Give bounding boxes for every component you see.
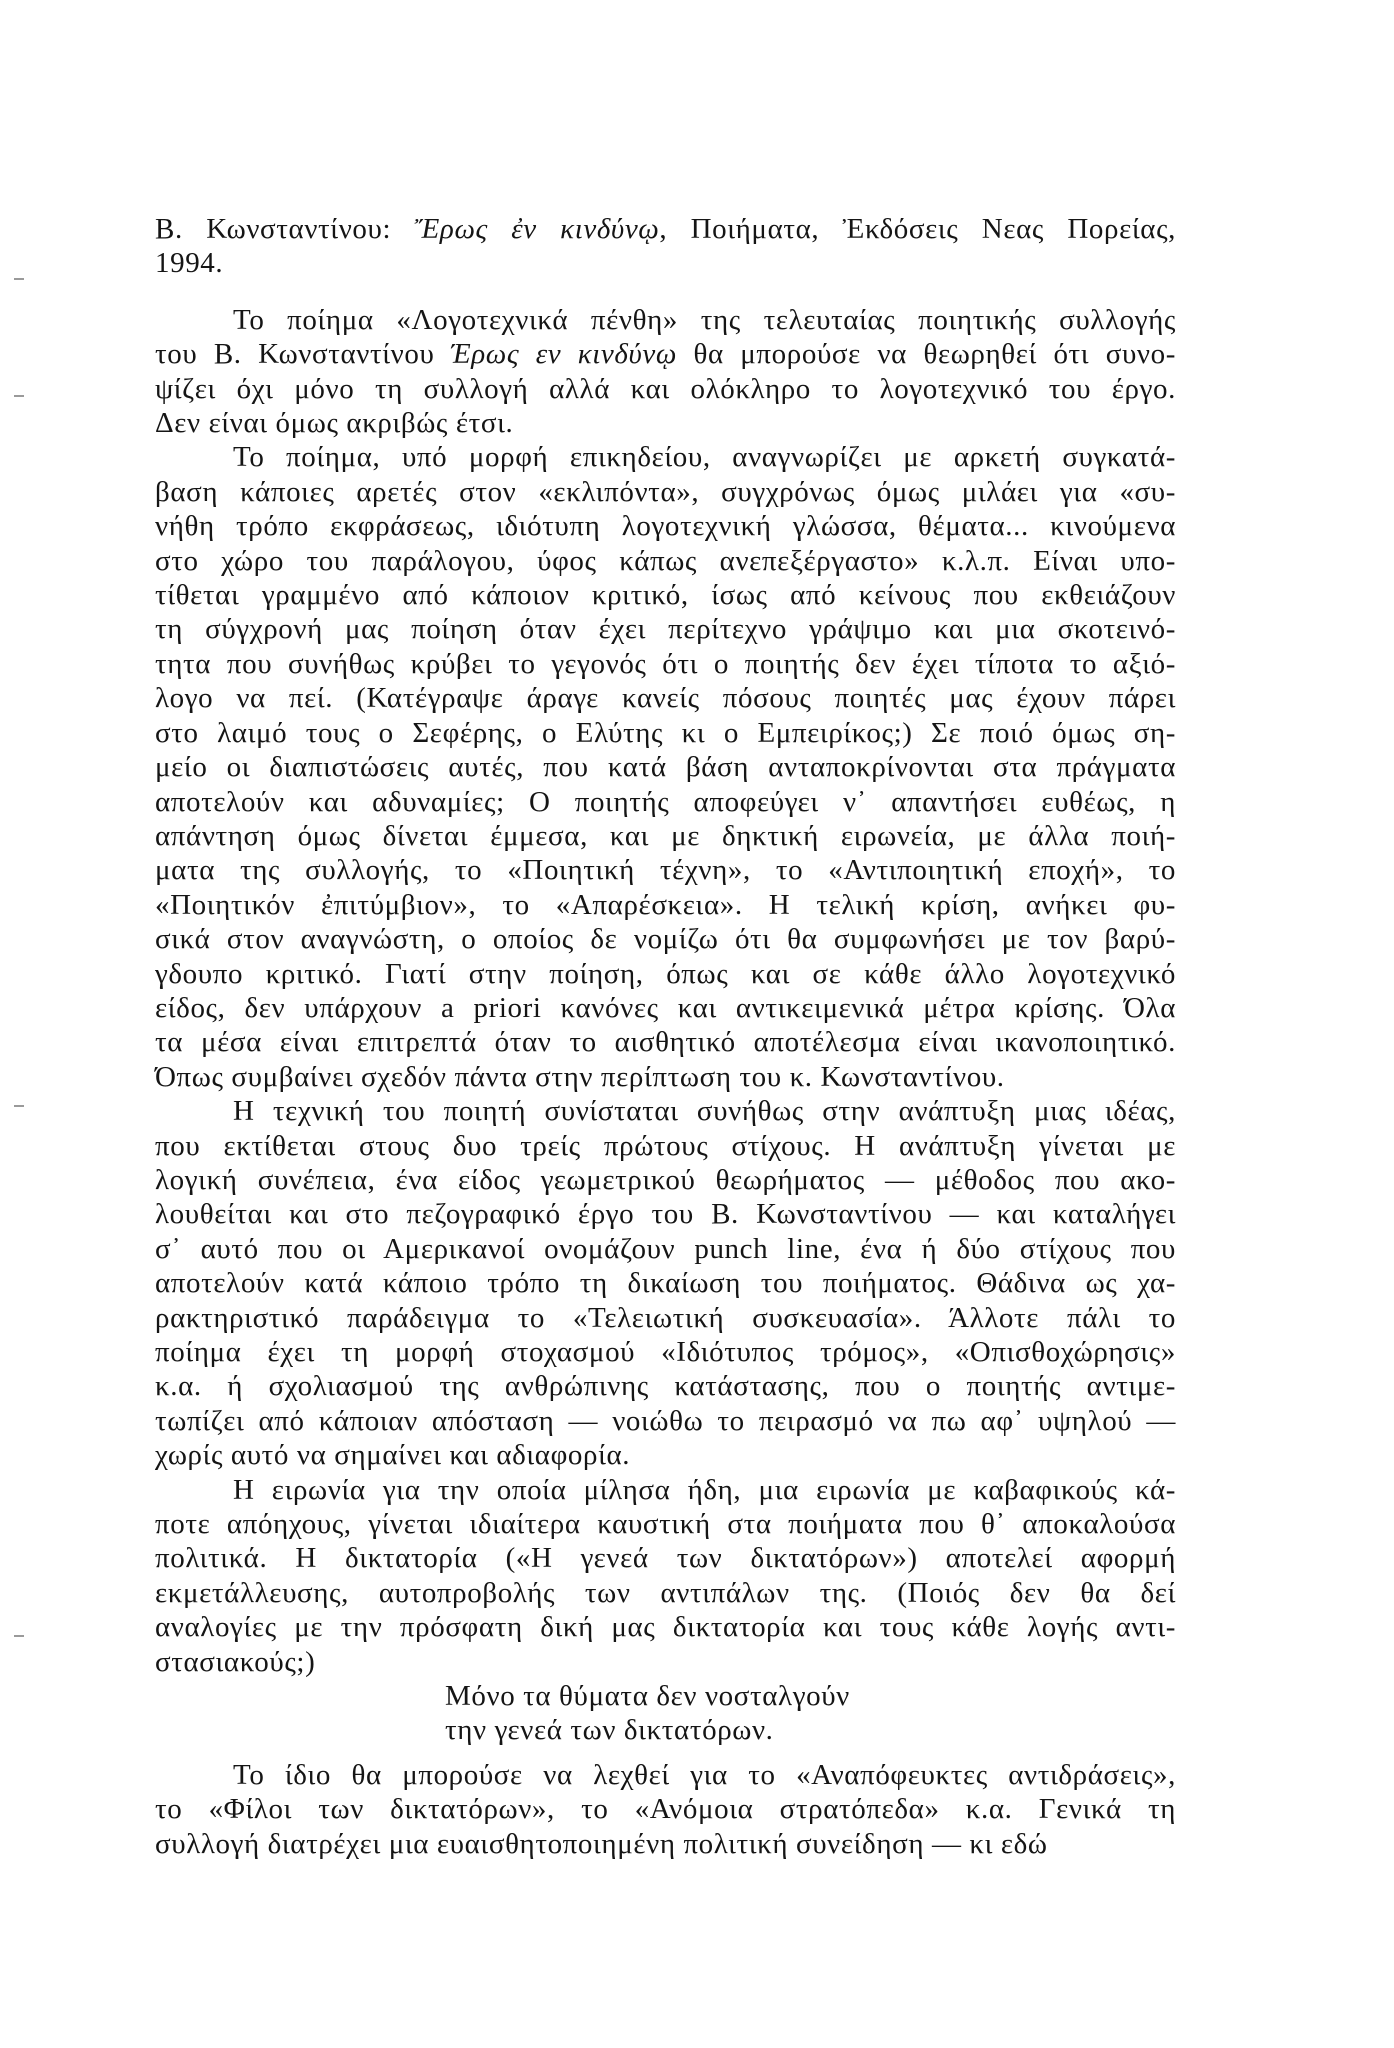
- text-line: λουθείται και στο πεζογραφικό έργο του Β. Κωνσταντίνου — και καταλήγει: [155, 1198, 1176, 1231]
- text-line: γδουπο κριτικό. Γιατί στην ποίηση, όπως και σε κάθε άλλο λογοτεχνικό: [155, 957, 1176, 990]
- text-line: αποτελούν κατά κάποιο τρόπο τη δικαίωση του ποιήματος. Θάδινα ως χα-: [155, 1267, 1176, 1300]
- text-line: τωπίζει από κάποιαν απόσταση — νοιώθω το πειρασμό να πω αφ᾽ υψηλού —: [155, 1404, 1176, 1437]
- paragraph: [155, 1094, 1176, 1472]
- text-line: ματα της συλλογής, το «Ποιητική τέχνη», το «Αντιποιητική εποχή», το: [155, 854, 1176, 887]
- text-line: στασιακούς;): [155, 1645, 316, 1678]
- text-line: [155, 337, 1176, 371]
- text-line: Η ειρωνία για την οποία μίλησα ήδη, μια ειρωνία με καβαφικούς κά-: [233, 1473, 1176, 1506]
- text-line: τα μέσα είναι επιτρεπτά όταν το αισθητικό αποτέλεσμα είναι ικανοποιητικό.: [155, 1026, 1176, 1059]
- scan-artifact: [14, 395, 24, 397]
- text-line: σικά στον αναγνώστη, ο οποίος δε νομίζω ότι θα συμφωνήσει με τον βαρύ-: [155, 923, 1176, 956]
- verse-quote: [155, 1679, 1176, 1748]
- text-line: τη σύγχρονή μας ποίηση όταν έχει περίτεχνο γράψιμο και μια σκοτεινό-: [155, 613, 1176, 646]
- text-line: Μόνο τα θύματα δεν νοσταλγούν: [445, 1680, 850, 1713]
- text-segment: Β. Κωνσταντίνου:: [155, 213, 415, 245]
- text-line: τητα που συνήθως κρύβει το γεγονός ότι ο ποιητής δεν έχει τίποτα το αξιό-: [155, 647, 1176, 680]
- scan-artifact: [14, 1635, 24, 1637]
- book-reference: [155, 212, 1176, 281]
- text-line: ρακτηριστικό παράδειγμα το «Τελειωτική συσκευασία». Άλλοτε πάλι το: [155, 1301, 1176, 1334]
- text-line: Όπως συμβαίνει σχεδόν πάντα στην περίπτωση του κ. Κωνσταντίνου.: [155, 1060, 1005, 1093]
- text-line: ποτε απόηχους, γίνεται ιδιαίτερα καυστική στα ποιήματα που θ᾽ αποκαλούσα: [155, 1508, 1176, 1541]
- text-line: αποτελούν και αδυναμίες; Ο ποιητής αποφεύγει ν᾽ απαντήσει ευθέως, η: [155, 785, 1176, 818]
- text-line: στο χώρο του παράλογου, ύφος κάπως ανεπεξέργαστο» κ.λ.π. Είναι υπο-: [155, 544, 1176, 577]
- text-segment: θα μπορούσε να θεωρηθεί ότι συνο-: [676, 338, 1176, 371]
- text-line: Το ποίημα, υπό μορφή επικηδείου, αναγνωρίζει με αρκετή συγκατά-: [233, 441, 1176, 474]
- text-line: σ᾽ αυτό που οι Αμερικανοί ονομάζουν punch line, ένα ή δύο στίχους που: [155, 1232, 1176, 1265]
- text-line: μείο οι διαπιστώσεις αυτές, που κατά βάση ανταποκρίνονται στα πράγματα: [155, 751, 1176, 784]
- paragraph: [155, 303, 1176, 441]
- text-line: την γενεά των δικτατόρων.: [445, 1714, 774, 1747]
- text-line: τίθεται γραμμένο από κάποιον κριτικό, ίσως από κείνους που εκθειάζουν: [155, 579, 1176, 612]
- text-line: νήθη τρόπο εκφράσεως, ιδιότυπη λογοτεχνική γλώσσα, θέματα... κινούμενα: [155, 510, 1176, 543]
- text-line: ψίζει όχι μόνο τη συλλογή αλλά και ολόκληρο το λογοτεχνικό του έργο.: [155, 372, 1176, 405]
- text-line: που εκτίθεται στους δυο τρείς πρώτους στίχους. Η ανάπτυξη γίνεται με: [155, 1129, 1176, 1162]
- text-line: στο λαιμό τους ο Σεφέρης, ο Ελύτης κι ο Εμπειρίκος;) Σε ποιό όμως ση-: [155, 716, 1176, 749]
- book-title: Ἔρως ἐν κινδύνῳ: [414, 213, 660, 245]
- text-line: πολιτικά. Η δικτατορία («Η γενεά των δικτατόρων») αποτελεί αφορμή: [155, 1542, 1176, 1575]
- scan-artifact: [14, 1105, 24, 1107]
- text-line: συλλογή διατρέχει μια ευαισθητοποιημένη πολιτική συνείδηση — κι εδώ: [155, 1827, 1048, 1860]
- text-segment: , Ποιήματα, Ἐκδόσεις Νεας Πορείας,: [659, 213, 1177, 245]
- document-page: [155, 212, 1176, 1861]
- text-segment: του Β. Κωνσταντίνου: [155, 338, 451, 371]
- text-line: Το ποίημα «Λογοτεχνικά πένθη» της τελευταίας ποιητικής συλλογής: [233, 303, 1176, 336]
- text-line: αναλογίες με την πρόσφατη δική μας δικτατορία και τους κάθε λογής αντι-: [155, 1611, 1176, 1644]
- text-line: Η τεχνική του ποιητή συνίσταται συνήθως στην ανάπτυξη μιας ιδέας,: [233, 1095, 1176, 1128]
- scan-artifact: [14, 278, 24, 280]
- text-line: «Ποιητικόν ἐπιτύμβιον», το «Απαρέσκεια». Η τελική κρίση, ανήκει φυ-: [155, 888, 1176, 921]
- book-title: Έρως εν κινδύνῳ: [450, 338, 677, 371]
- text-line: είδος, δεν υπάρχουν a priori κανόνες και αντικειμενικά μέτρα κρίσης. Όλα: [155, 991, 1176, 1024]
- text-line: Το ίδιο θα μπορούσε να λεχθεί για το «Αναπόφευκτες αντιδράσεις»,: [233, 1758, 1176, 1791]
- text-line: ποίημα έχει τη μορφή στοχασμού «Ιδιότυπος τρόμος», «Οπισθοχώρησις»: [155, 1336, 1176, 1368]
- text-line: Δεν είναι όμως ακριβώς έτσι.: [155, 407, 514, 440]
- text-line: εκμετάλλευσης, αυτοπροβολής των αντιπάλων της. (Ποιός δεν θα δεί: [155, 1576, 1176, 1609]
- text-line: λογο να πεί. (Κατέγραψε άραγε κανείς πόσους ποιητές μας έχουν πάρει: [155, 682, 1176, 715]
- text-line: απάντηση όμως δίνεται έμμεσα, και με δηκτική ειρωνεία, με άλλα ποιή-: [155, 819, 1176, 852]
- paragraph: [155, 440, 1176, 1094]
- text-line: βαση κάποιες αρετές στον «εκλιπόντα», συγχρόνως όμως μιλάει για «συ-: [155, 475, 1176, 508]
- text-line: λογική συνέπεια, ένα είδος γεωμετρικού θεωρήματος — μέθοδος που ακο-: [155, 1163, 1176, 1196]
- text-line: το «Φίλοι των δικτατόρων», το «Ανόμοια στρατόπεδα» κ.α. Γενικά τη: [155, 1793, 1176, 1826]
- text-line: 1994.: [155, 247, 224, 280]
- paragraph: [155, 1758, 1176, 1861]
- text-line: [155, 212, 1176, 246]
- paragraph: [155, 1473, 1176, 1679]
- text-line: κ.α. ή σχολιασμού της ανθρώπινης κατάστασης, που ο ποιητής αντιμε-: [155, 1370, 1176, 1403]
- text-line: χωρίς αυτό να σημαίνει και αδιαφορία.: [155, 1439, 631, 1472]
